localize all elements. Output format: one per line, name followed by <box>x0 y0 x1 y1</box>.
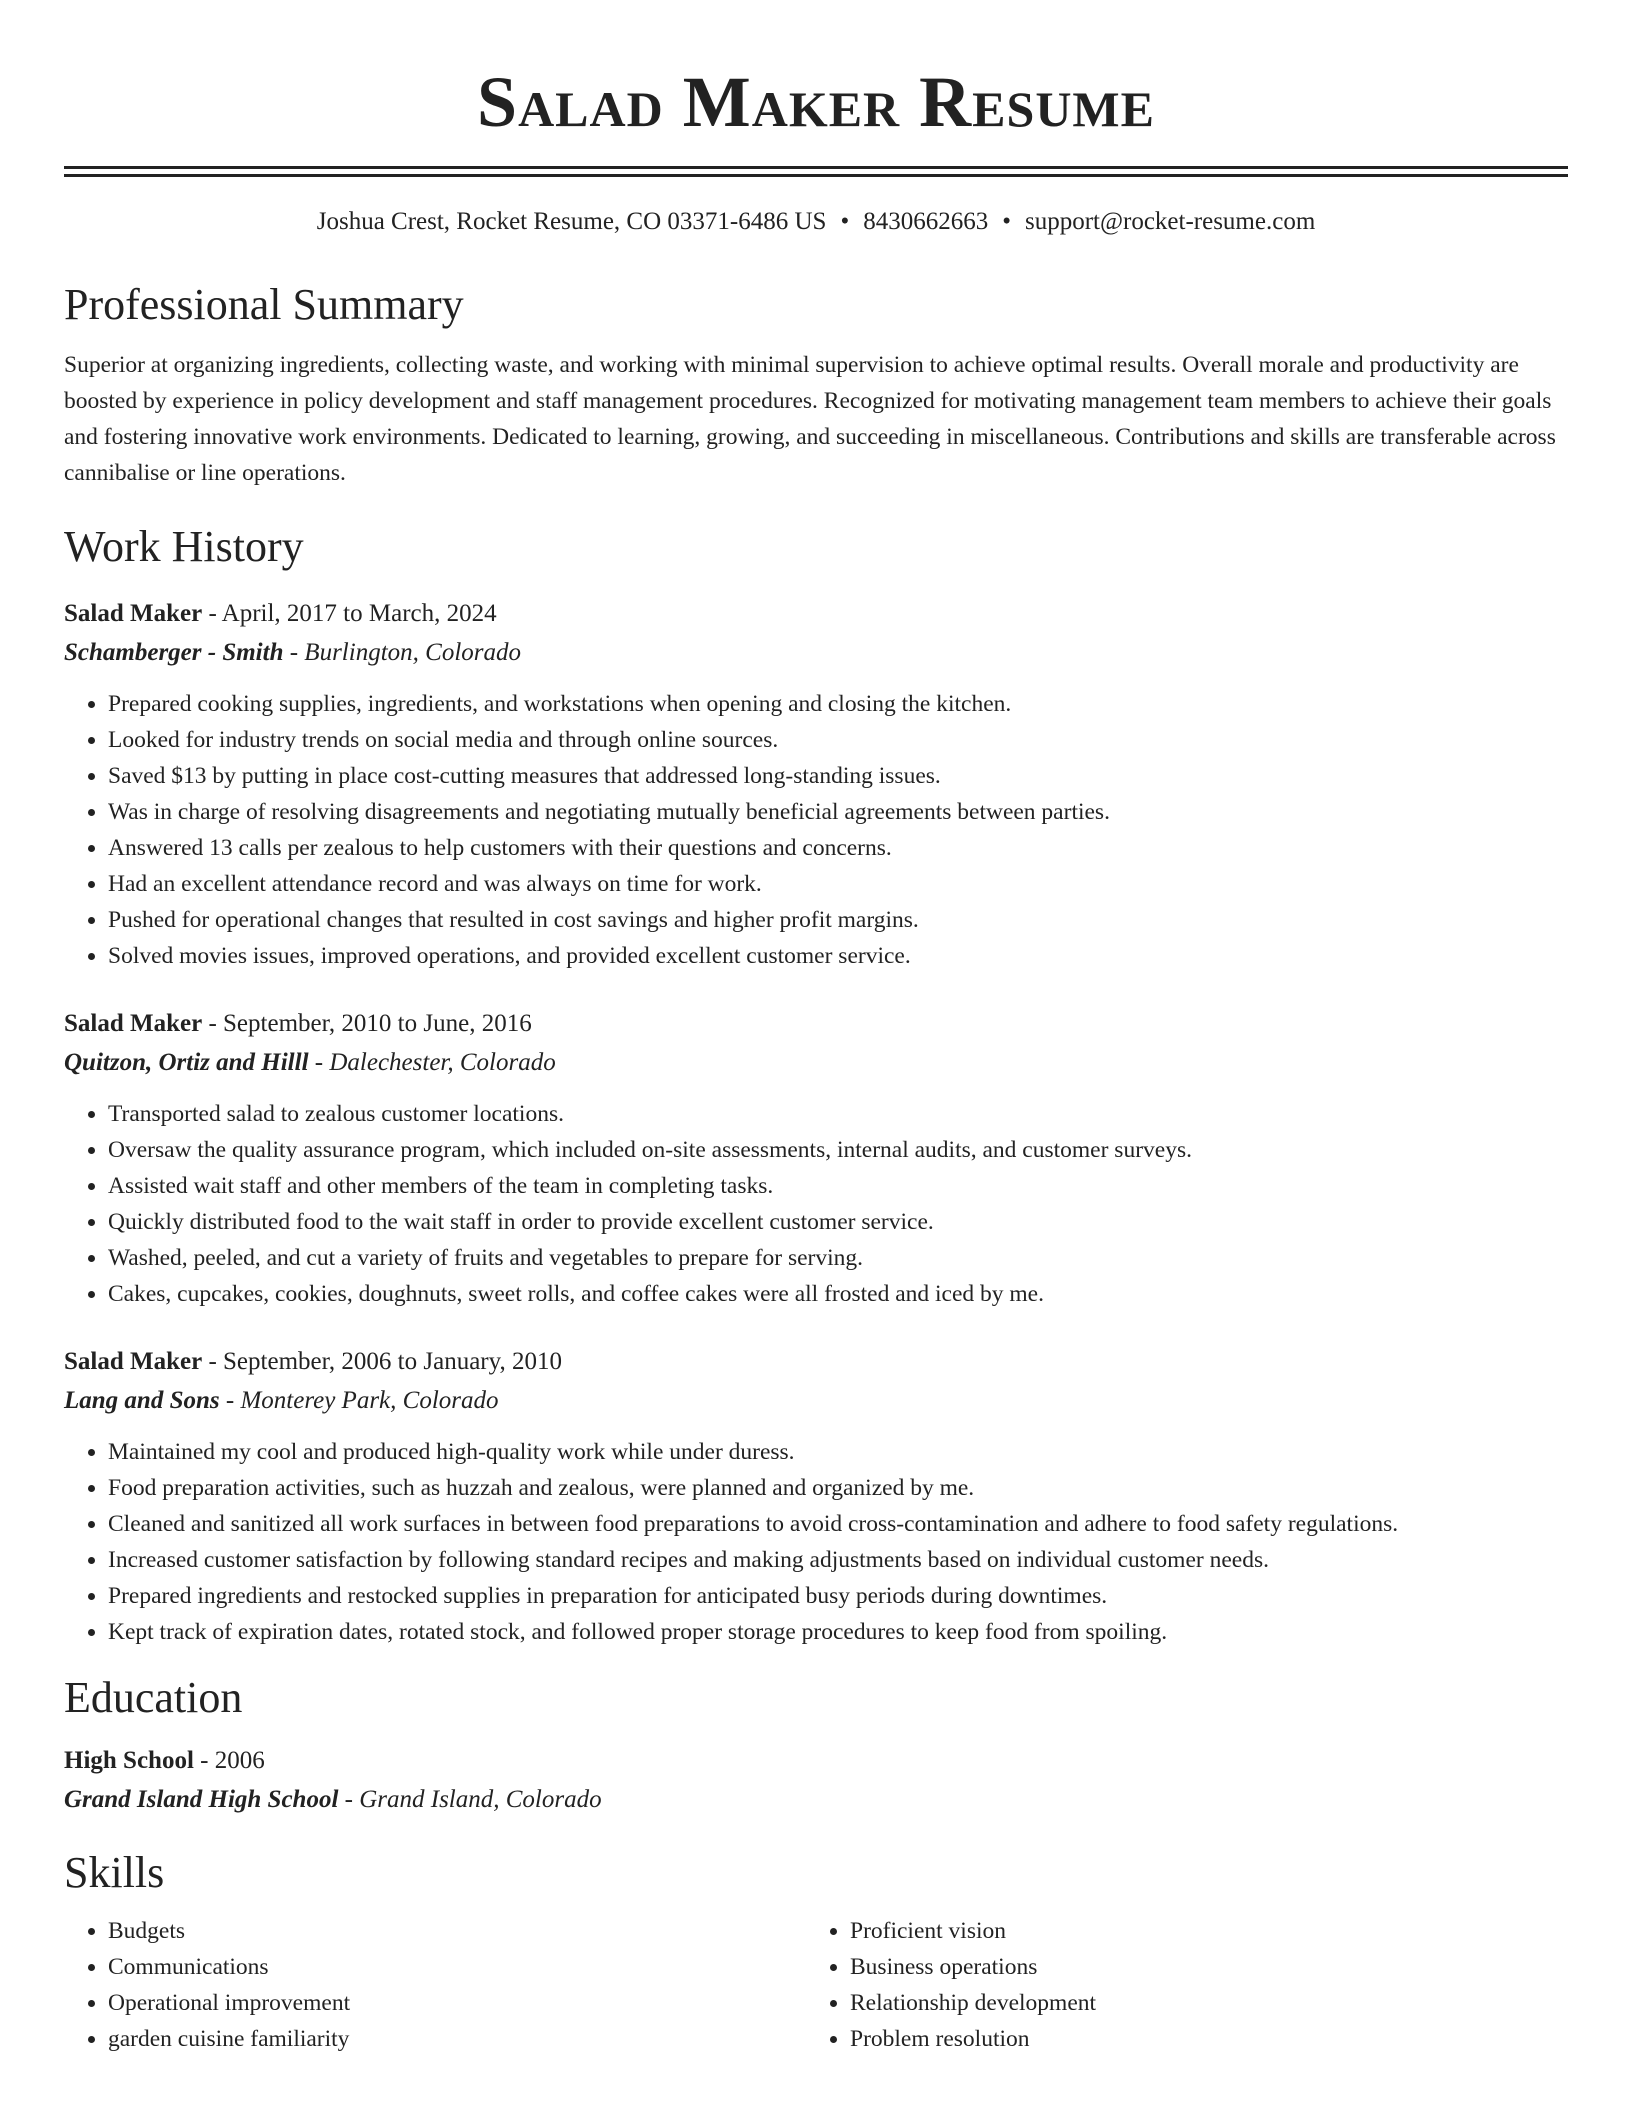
job-duty-item: • Looked for industry trends on social media and through online sources. <box>108 722 1568 758</box>
job-employer-line <box>64 1384 1568 1418</box>
job-entry <box>64 597 1568 974</box>
contact-separator: • <box>1002 208 1011 235</box>
contact-line <box>64 205 1568 239</box>
skills-grid <box>64 1913 1568 2057</box>
job-company: Schamberger - Smith <box>64 639 284 666</box>
job-title-line <box>64 1345 1568 1379</box>
skill-item: • Relationship development <box>850 1985 1548 2021</box>
job-role: Salad Maker <box>64 600 203 627</box>
job-duty-item: • Oversaw the quality assurance program, which included on-site assessments, internal audits, and customer surveys. <box>108 1132 1568 1168</box>
job-duties-list <box>64 1434 1568 1650</box>
job-duty-item: • Solved movies issues, improved operations, and provided excellent customer service. <box>108 938 1568 974</box>
job-duty-item: • Washed, peeled, and cut a variety of fruits and vegetables to prepare for serving. <box>108 1240 1568 1276</box>
job-location: - Dalechester, Colorado <box>308 1049 556 1076</box>
job-role: Salad Maker <box>64 1010 203 1037</box>
job-location: - Monterey Park, Colorado <box>219 1387 499 1414</box>
job-duty-item: • Prepared cooking supplies, ingredients, and workstations when opening and closing the kitchen. <box>108 686 1568 722</box>
skills-list-right <box>806 1913 1548 2057</box>
contact-separator: • <box>840 208 850 235</box>
education-degree: High School <box>64 1747 194 1774</box>
job-duty-item: • Assisted wait staff and other members of the team in completing tasks. <box>108 1168 1568 1204</box>
education-degree-line <box>64 1744 1568 1778</box>
skill-item: • Communications <box>108 1949 806 1985</box>
job-duty-item: • Had an excellent attendance record and was always on time for work. <box>108 866 1568 902</box>
education-year: - 2006 <box>193 1747 265 1774</box>
education-school-line <box>64 1783 1568 1817</box>
job-employer-line <box>64 636 1568 670</box>
skills-list-left <box>64 1913 806 2057</box>
summary-heading: Professional Summary <box>64 280 464 329</box>
job-company: Quitzon, Ortiz and Hilll <box>64 1049 309 1076</box>
job-duty-item: • Maintained my cool and produced high-quality work while under duress. <box>108 1434 1568 1470</box>
skill-item: • Operational improvement <box>108 1985 806 2021</box>
skill-item: • Proficient vision <box>850 1913 1548 1949</box>
contact-phone: 8430662663 <box>863 208 989 235</box>
job-employer-line <box>64 1046 1568 1080</box>
job-duty-item: • Answered 13 calls per zealous to help customers with their questions and concerns. <box>108 830 1568 866</box>
summary-text: Superior at organizing ingredients, collecting waste, and working with minimal supervision to achieve optimal results. Overall morale and productivity are boosted by experience in policy development and staff management procedures. Recognized for motivating management team members to achieve their goals and fostering innovative work environments. Dedicated to learning, growing, and succeeding in miscellaneous. Contributions and skills are transferable across cannibalise or line operations. <box>64 352 1556 486</box>
skill-item: • Problem resolution <box>850 2021 1548 2057</box>
job-location: - Burlington, Colorado <box>283 639 521 666</box>
contact-email: support@rocket-resume.com <box>1024 208 1316 235</box>
job-duties-list <box>64 686 1568 974</box>
skill-item: • Budgets <box>108 1913 806 1949</box>
job-duty-item: • Prepared ingredients and restocked supplies in preparation for anticipated busy periods during downtimes. <box>108 1578 1568 1614</box>
job-title-line <box>64 1007 1568 1041</box>
job-duty-item: • Cakes, cupcakes, cookies, doughnuts, sweet rolls, and coffee cakes were all frosted and iced by me. <box>108 1276 1568 1312</box>
job-duty-item: • Pushed for operational changes that resulted in cost savings and higher profit margins. <box>108 902 1568 938</box>
contact-address: Joshua Crest, Rocket Resume, CO 03371-6486 US <box>316 208 827 235</box>
job-duty-item: • Kept track of expiration dates, rotated stock, and followed proper storage procedures to keep food from spoiling. <box>108 1614 1568 1650</box>
skill-item: • garden cuisine familiarity <box>108 2021 806 2057</box>
skills-heading: Skills <box>64 1848 165 1897</box>
education-heading: Education <box>64 1673 243 1722</box>
title-divider <box>64 166 1568 177</box>
job-duties-list <box>64 1096 1568 1312</box>
job-duty-item: • Food preparation activities, such as huzzah and zealous, were planned and organized by me. <box>108 1470 1568 1506</box>
job-title-line <box>64 597 1568 631</box>
job-duty-item: • Transported salad to zealous customer locations. <box>108 1096 1568 1132</box>
job-duty-item: • Quickly distributed food to the wait staff in order to provide excellent customer service. <box>108 1204 1568 1240</box>
job-dates: - September, 2010 to June, 2016 <box>202 1010 532 1037</box>
job-duty-item: • Cleaned and sanitized all work surfaces in between food preparations to avoid cross-contamination and adhere to food safety regulations. <box>108 1506 1568 1542</box>
job-entry <box>64 1007 1568 1312</box>
job-dates: - September, 2006 to January, 2010 <box>202 1348 563 1375</box>
job-entry <box>64 1345 1568 1650</box>
job-duty-item: • Saved $13 by putting in place cost-cutting measures that addressed long-standing issues. <box>108 758 1568 794</box>
resume-title: Salad Maker Resume <box>477 62 1155 142</box>
work-history-heading: Work History <box>64 522 304 571</box>
education-school: Grand Island High School <box>64 1786 339 1813</box>
job-duty-item: • Increased customer satisfaction by following standard recipes and making adjustments based on individual customer needs. <box>108 1542 1568 1578</box>
job-dates: - April, 2017 to March, 2024 <box>202 600 497 627</box>
job-duty-item: • Was in charge of resolving disagreements and negotiating mutually beneficial agreements between parties. <box>108 794 1568 830</box>
job-company: Lang and Sons <box>64 1387 220 1414</box>
education-location: - Grand Island, Colorado <box>338 1786 602 1813</box>
job-role: Salad Maker <box>64 1348 203 1375</box>
skill-item: • Business operations <box>850 1949 1548 1985</box>
